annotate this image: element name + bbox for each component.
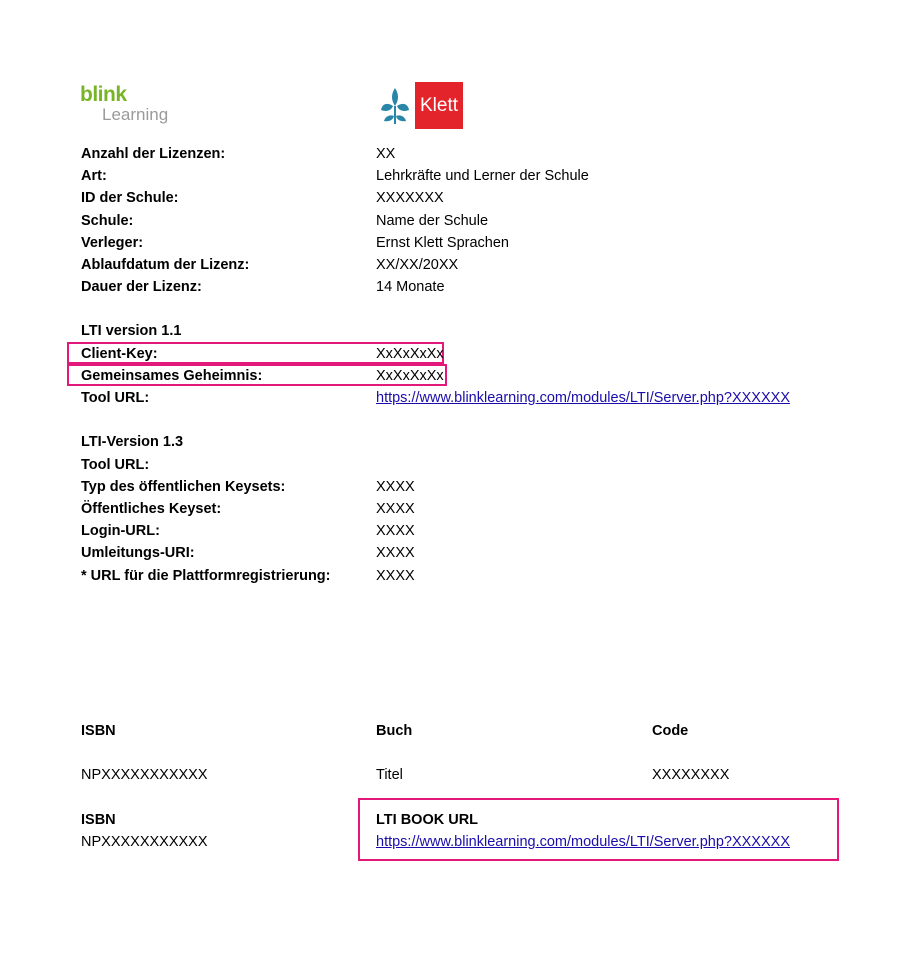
publisher-label: Verleger: (81, 235, 144, 251)
school-id-value: XXXXXXX (376, 190, 444, 206)
platform-registration-value: XXXX (376, 568, 415, 584)
isbn-header: ISBN (81, 723, 116, 739)
license-count-value: XX (376, 146, 396, 162)
lti13-heading: LTI-Version 1.3 (81, 434, 184, 450)
license-type-value: Lehrkräfte und Lerner der Schule (376, 168, 589, 184)
public-keyset-label: Öffentliches Keyset: (81, 501, 222, 517)
secret-value: XxXxXxXx (376, 368, 444, 384)
klett-logo (379, 82, 463, 129)
duration-value: 14 Monate (376, 279, 445, 295)
secret-label: Gemeinsames Geheimnis: (81, 368, 263, 384)
code-value: XXXXXXXX (652, 767, 730, 783)
login-url-value: XXXX (376, 523, 415, 539)
school-label: Schule: (81, 213, 134, 229)
blink-logo-main: blink (80, 83, 127, 106)
lti-book-url-link[interactable]: https://www.blinklearning.com/modules/LTI/Server.php?XXXXXX (376, 834, 790, 850)
school-id-label: ID der Schule: (81, 190, 179, 206)
isbn2-label: ISBN (81, 812, 116, 828)
license-type-label: Art: (81, 168, 107, 184)
tool-url-label: Tool URL: (81, 390, 150, 406)
redirect-uri-value: XXXX (376, 545, 415, 561)
client-key-label: Client-Key: (81, 346, 158, 362)
blink-logo-sub: Learning (102, 105, 169, 124)
lti11-heading: LTI version 1.1 (81, 323, 182, 339)
school-value: Name der Schule (376, 213, 489, 229)
book-title-value: Titel (376, 767, 403, 783)
isbn-value: NPXXXXXXXXXXX (81, 767, 208, 783)
keyset-type-label: Typ des öffentlichen Keysets: (81, 479, 286, 495)
client-key-value: XxXxXxXx (376, 346, 444, 362)
book-header: Buch (376, 723, 413, 739)
code-header: Code (652, 723, 689, 739)
isbn2-value: NPXXXXXXXXXXX (81, 834, 208, 850)
keyset-type-value: XXXX (376, 479, 415, 495)
publisher-value: Ernst Klett Sprachen (376, 235, 509, 251)
lti-book-url-highlight (358, 798, 839, 861)
lti-book-url-label: LTI BOOK URL (376, 812, 479, 828)
duration-label: Dauer der Lizenz: (81, 279, 202, 295)
public-keyset-value: XXXX (376, 501, 415, 517)
klett-plant-icon (379, 86, 411, 126)
login-url-label: Login-URL: (81, 523, 160, 539)
blink-learning-logo (80, 84, 168, 124)
tool-url-link[interactable]: https://www.blinklearning.com/modules/LTI/Server.php?XXXXXX (376, 390, 790, 406)
redirect-uri-label: Umleitungs-URI: (81, 545, 195, 561)
klett-wordmark: Klett (415, 82, 463, 129)
platform-registration-label: * URL für die Plattformregistrierung: (81, 568, 331, 584)
lti13-tool-url-label: Tool URL: (81, 457, 150, 473)
expiry-value: XX/XX/20XX (376, 257, 459, 273)
expiry-label: Ablaufdatum der Lizenz: (81, 257, 250, 273)
license-count-label: Anzahl der Lizenzen: (81, 146, 226, 162)
